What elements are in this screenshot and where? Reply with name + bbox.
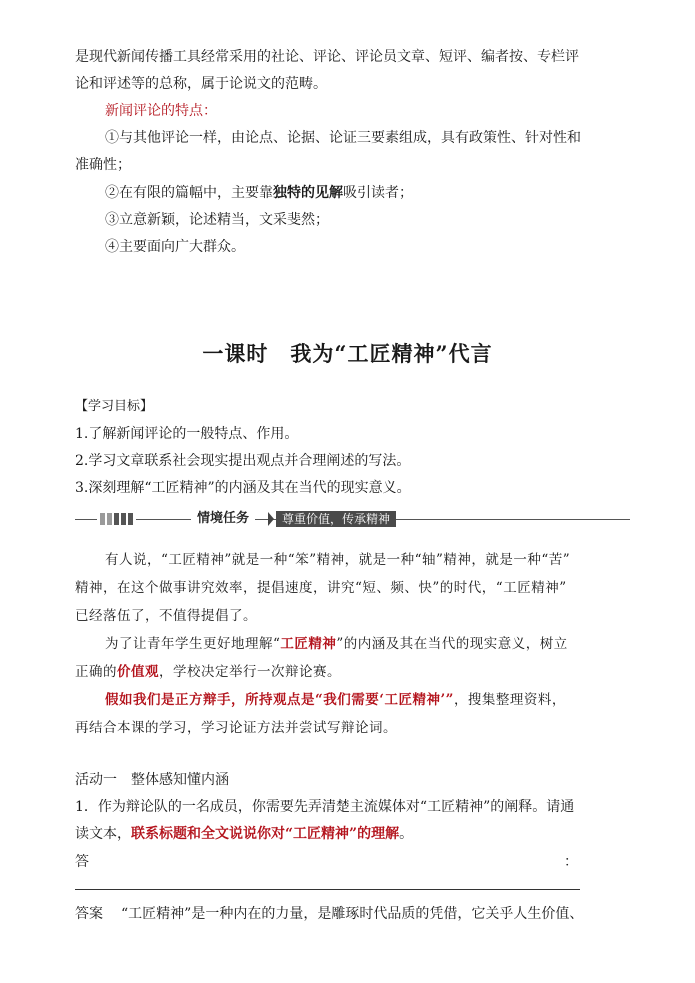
scenario-p2-a-post: ”的内涵及其在当代的现实意义，树立 [336, 636, 568, 652]
scenario-p2-b-pre: 正确的 [75, 664, 117, 680]
answer-line[interactable] [75, 889, 580, 890]
banner-bars-icon [97, 513, 136, 525]
scenario-p3-a-red: 假如我们是正方辩手，所持观点是“我们需要‘工匠精神’” [105, 692, 454, 708]
features-heading: 新闻评论的特点： [105, 103, 217, 119]
goals-heading: 【学习目标】 [75, 399, 154, 414]
scenario-p2-a-pre: 为了让青年学生更好地理解“ [105, 636, 281, 652]
scenario-p3-a [105, 690, 566, 710]
scenario-p1-b: 精神，在这个做事讲究效率，提倡速度，讲究“短、频、快”的时代，“工匠精神” [75, 580, 567, 596]
goal-item-3: 3.深刻理解“工匠精神”的内涵及其在当代的现实意义。 [75, 480, 411, 496]
scenario-p2-a-red: 工匠精神 [280, 636, 337, 652]
activity-heading: 活动一 整体感知懂内涵 [75, 772, 229, 788]
goal-item-2: 2.学习文章联系社会现实提出观点并合理阐述的写法。 [75, 453, 411, 469]
answer-prompt-colon: ： [564, 854, 578, 870]
question-line-b-pre: 读文本， [75, 826, 131, 842]
scenario-p2-b-red: 价值观 [117, 664, 159, 680]
scenario-p2-a [105, 634, 568, 654]
banner-label: 情境任务 [191, 510, 255, 528]
question-line-b-red: 联系标题和全文说说你对“工匠精神”的理解 [131, 826, 400, 842]
feature-item-1b: 准确性； [75, 157, 131, 173]
scenario-p2-b [75, 662, 341, 682]
banner-arrow-icon [268, 512, 274, 526]
feature-item-1a: ①与其他评论一样，由论点、论据、论证三要素组成，具有政策性、针对性和 [105, 130, 581, 146]
scenario-p3-b: 再结合本课的学习，学习论证方法并尝试写辩论词。 [75, 720, 397, 736]
feature-item-3: ③立意新颖，论述精当，文采斐然； [105, 212, 329, 228]
scenario-p3-a-post: ，搜集整理资料， [453, 692, 566, 708]
lesson-title: 一课时 我为“工匠精神”代言 [202, 341, 493, 366]
scenario-p1-c: 已经落伍了，不值得提倡了。 [75, 608, 257, 624]
scenario-p2-b-post: ，学校决定举行一次辩论赛。 [159, 664, 341, 680]
scenario-p1-a: 有人说，“工匠精神”就是一种“笨”精神，就是一种“轴”精神，就是一种“苦” [105, 552, 571, 568]
answer-prompt: 答 [75, 854, 89, 870]
goal-item-1: 1.了解新闻评论的一般特点、作用。 [75, 426, 299, 442]
question-line-a: 1．作为辩论队的一名成员，你需要先弄清楚主流媒体对“工匠精神”的阐释。请通 [75, 799, 575, 815]
answer-label: 答案 [75, 906, 103, 922]
feature-item-2 [105, 183, 413, 203]
task-banner [75, 510, 630, 528]
intro-line-1: 是现代新闻传播工具经常采用的社论、评论、评论员文章、短评、编者按、专栏评 [75, 49, 579, 65]
feature-item-2-bold: 独特的见解 [273, 185, 343, 201]
feature-item-2-pre: ②在有限的篇幅中，主要靠 [105, 185, 273, 201]
intro-line-2: 论和评述等的总称，属于论说文的范畴。 [75, 76, 327, 92]
feature-item-4: ④主要面向广大群众。 [105, 239, 245, 255]
question-line-b-post: 。 [399, 826, 414, 842]
question-line-b [75, 824, 413, 844]
feature-item-2-post: 吸引读者； [343, 185, 413, 201]
banner-subtitle: 尊重价值，传承精神 [276, 511, 396, 527]
answer-text: “工匠精神”是一种内在的力量，是雕琢时代品质的凭借，它关乎人生价值、 [121, 906, 584, 922]
